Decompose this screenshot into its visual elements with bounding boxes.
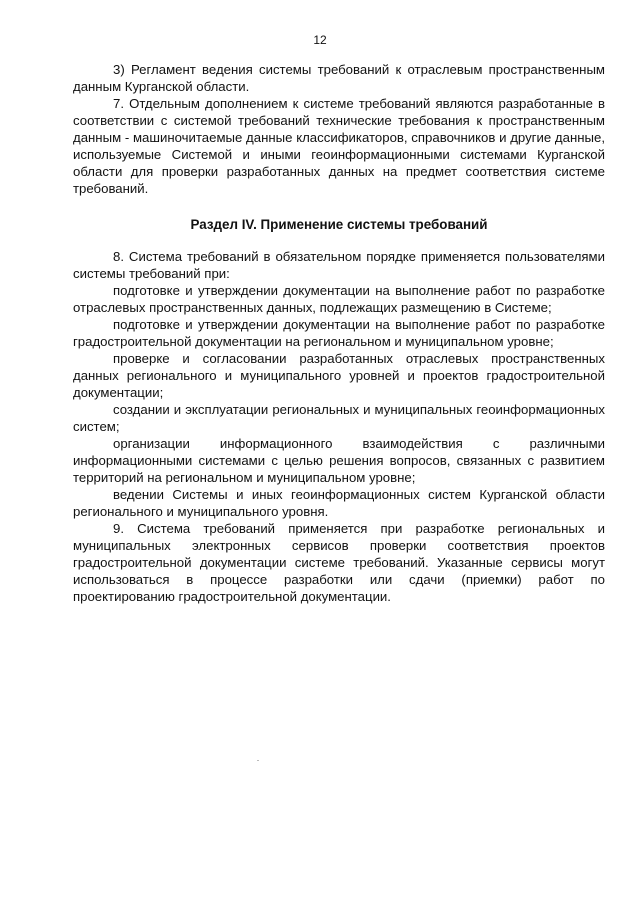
list-item: проверке и согласовании разработанных отраслевых пространственных данных регионального и муниципального уровней и проектов градостроительной документации; (73, 351, 605, 400)
section-heading: Раздел IV. Применение системы требований (190, 217, 488, 232)
list-item: создании и эксплуатации региональных и муниципальных геоинформационных систем; (73, 402, 605, 434)
paragraph-item-8: 8. Система требований в обязательном порядке применяется пользователями системы требований при: (73, 249, 605, 281)
page-number: 12 (313, 33, 327, 47)
document-body (73, 61, 605, 605)
paragraph-item-9: 9. Система требований применяется при разработке региональных и муниципальных электронных сервисов проверки соответствия проектов градостроительной документации системе требований. Указанные сервисы могут использоваться в процессе разработки или сдачи (приемки) работ по проектированию градостроительной документации. (73, 521, 605, 604)
list-item: подготовке и утверждении документации на выполнение работ по разработке градостроительной документации на региональном и муниципальном уровне; (73, 317, 605, 349)
list-item: ведении Системы и иных геоинформационных систем Курганской области регионального и муниципального уровня. (73, 487, 605, 519)
paragraph-regulation: 3) Регламент ведения системы требований к отраслевым пространственным данным Курганской области. (73, 62, 605, 94)
paragraph-item-7: 7. Отдельным дополнением к системе требований являются разработанные в соответствии с системой требований технические требования к пространственным данным - машиночитаемые данные классификаторов, справочников и другие данные, используемые Системой и иными геоинформационными системами Курганской области для проверки разработанных данных на предмет соответствия системе требований. (73, 96, 605, 196)
list-item: подготовке и утверждении документации на выполнение работ по разработке отраслевых пространственных данных, подлежащих размещению в Системе; (73, 283, 605, 315)
scan-artifact (257, 760, 259, 761)
list-item: организации информационного взаимодействия с различными информационными системами с целью решения вопросов, связанных с развитием территорий на региональном и муниципальном уровне; (73, 436, 605, 485)
